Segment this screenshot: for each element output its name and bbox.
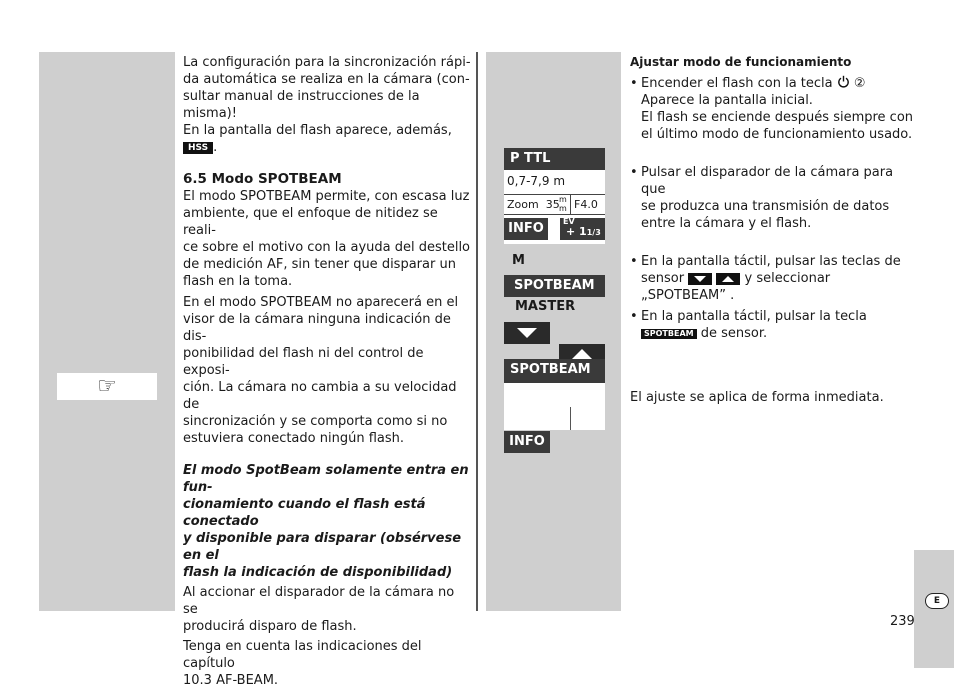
hss-badge: HSS: [183, 142, 213, 154]
section-heading: 6.5 Modo SPOTBEAM: [183, 171, 342, 187]
display-tick: [570, 407, 571, 430]
spotbeam-option[interactable]: SPOTBEAM: [504, 275, 605, 297]
pointing-hand-icon: ☞: [97, 374, 117, 399]
range-readout: 0,7-7,9 m: [507, 174, 566, 188]
zoom-divider: [570, 195, 571, 214]
note-hand-box: [57, 373, 157, 400]
step-2: • Pulsar el disparador de la cámara para que se produzca una transmisión de datos entre la cámara y el flash.: [630, 165, 894, 231]
aperture-readout: F4.0: [574, 198, 598, 211]
power-icon: [837, 75, 850, 88]
mode-bar: P TTL: [504, 148, 605, 170]
zoom-readout: Zoom 35: [507, 198, 560, 211]
range-divider: [504, 194, 605, 195]
step-3: • En la pantalla táctil, pulsar las teclas de sensor y seleccionar „SPOTBEAM” .: [630, 254, 901, 303]
step-1: • Encender el flash con la tecla ② Aparece la pantalla inicial. El flash se enciende después siempre con el último modo de funcionamiento usado.: [630, 76, 914, 142]
side-tab: [914, 550, 954, 668]
flash-display-spotbeam-select: [504, 250, 605, 346]
note-paragraph: El modo SpotBeam solamente entra en fun- cionamiento cuando el flash está conectado y disponible para disparar (obsérvese en el flash la indicación de disponibilidad): [183, 463, 469, 580]
paragraph-4: Tenga en cuenta las indicaciones del capítulo 10.3 AF-BEAM.: [183, 639, 422, 688]
zoom-unit: m m: [559, 195, 567, 213]
down-arrow-button[interactable]: [504, 322, 550, 344]
result-text: El ajuste se aplica de forma inmediata.: [630, 390, 884, 405]
step-4: • En la pantalla táctil, pulsar la tecla SPOTBEAM de sensor.: [630, 309, 867, 341]
ev-button[interactable]: EV + 11/3: [560, 218, 605, 240]
display-body: [504, 383, 605, 430]
zoom-underline: [504, 214, 605, 215]
spotbeam-key-badge: SPOTBEAM: [641, 329, 697, 339]
spotbeam-bar: SPOTBEAM: [504, 359, 605, 383]
mode-label: M: [512, 253, 525, 268]
info-button[interactable]: INFO: [504, 218, 548, 240]
paragraph-2: En el modo SPOTBEAM no aparecerá en el visor de la cámara ninguna indicación de dis- ponibilidad del flash ni del control de exposi- ción. La cámara no cambia a su velocidad de sincronización y se comporta como si no estuviera conectado ningún flash.: [183, 295, 459, 446]
intro-paragraph: La configuración para la sincronización rápi- da automática se realiza en la cámara (con- sultar manual de instrucciones de la misma)! En la pantalla del flash aparece, además, HSS .: [183, 55, 471, 155]
down-key-icon: [688, 273, 712, 285]
up-key-icon: [716, 273, 740, 285]
page-number: 239: [890, 614, 915, 629]
master-option[interactable]: MASTER: [515, 299, 576, 314]
flash-display-pttl: [504, 148, 605, 244]
paragraph-3: Al accionar el disparador de la cámara no se producirá disparo de flash.: [183, 585, 455, 634]
language-badge: E: [925, 593, 949, 609]
column-divider: [476, 52, 478, 611]
left-margin-column: [39, 52, 175, 611]
paragraph-1: El modo SPOTBEAM permite, con escasa luz ambiente, que el enfoque de nitidez se reali- ce sobre el motivo con la ayuda del destello de medición AF, sin tener que disparar un flash en la toma.: [183, 189, 471, 289]
left-text-column: [183, 54, 473, 689]
right-heading: Ajustar modo de funcionamiento: [630, 55, 852, 69]
info-button[interactable]: INFO: [504, 431, 550, 453]
flash-display-spotbeam-active: [504, 359, 605, 455]
